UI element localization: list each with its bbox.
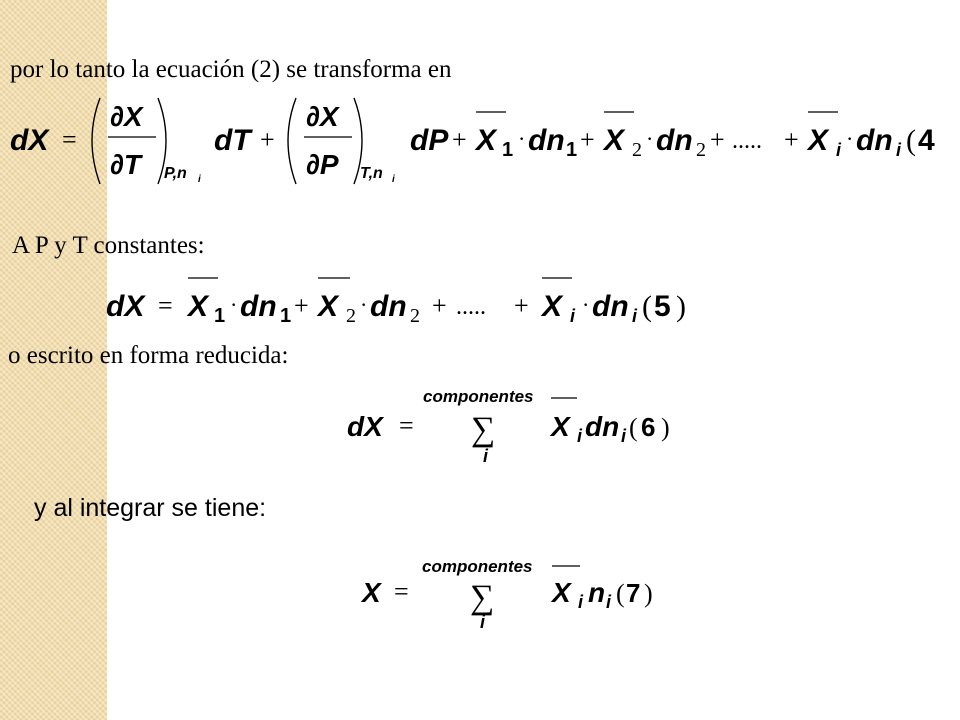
svg-text:dn: dn bbox=[585, 411, 620, 442]
svg-text:=: = bbox=[62, 125, 77, 154]
svg-text:i: i bbox=[896, 140, 902, 160]
svg-text:·: · bbox=[646, 126, 654, 151]
svg-text:i: i bbox=[632, 306, 638, 326]
svg-text:i: i bbox=[621, 426, 627, 446]
svg-text:·: · bbox=[360, 292, 368, 317]
svg-text:1: 1 bbox=[566, 139, 578, 161]
svg-text:·: · bbox=[582, 292, 590, 317]
text-line-constants: A P y T constantes: bbox=[12, 232, 205, 259]
svg-text:componentes: componentes bbox=[423, 387, 534, 406]
svg-text:+: + bbox=[710, 125, 725, 154]
equation-7 bbox=[360, 556, 670, 638]
svg-text:4: 4 bbox=[918, 124, 935, 157]
svg-text:1: 1 bbox=[214, 305, 226, 327]
svg-text:=: = bbox=[158, 291, 173, 320]
text-line-reduced: o escrito en forma reducida: bbox=[8, 342, 289, 369]
svg-text:componentes: componentes bbox=[422, 557, 533, 576]
svg-text:dn: dn bbox=[656, 124, 693, 157]
svg-text:dX: dX bbox=[347, 411, 383, 442]
svg-text:=: = bbox=[399, 411, 414, 440]
svg-text:X: X bbox=[604, 124, 625, 157]
svg-text:+: + bbox=[514, 291, 529, 320]
svg-text:dn: dn bbox=[528, 124, 565, 157]
svg-text:X: X bbox=[362, 577, 381, 608]
svg-text:+: + bbox=[784, 125, 799, 154]
svg-text:n: n bbox=[588, 577, 606, 608]
equation-5 bbox=[104, 272, 744, 332]
svg-text:i: i bbox=[577, 426, 583, 446]
svg-text:dn: dn bbox=[856, 124, 893, 157]
text-line-integrate: y al integrar se tiene: bbox=[34, 494, 267, 522]
svg-text:·: · bbox=[518, 126, 526, 151]
svg-text:T,n: T,n bbox=[360, 165, 383, 182]
text-line-transform: por lo tanto la ecuación (2) se transforma en bbox=[10, 56, 452, 83]
svg-text:dT: dT bbox=[214, 124, 251, 157]
svg-text:2: 2 bbox=[696, 139, 706, 161]
svg-text:5: 5 bbox=[654, 290, 671, 323]
svg-text:): ) bbox=[661, 413, 670, 442]
svg-text:X: X bbox=[552, 577, 571, 608]
svg-text:.....: ..... bbox=[456, 294, 486, 320]
svg-text:i: i bbox=[480, 612, 486, 632]
svg-text:∑: ∑ bbox=[471, 411, 496, 448]
svg-text:dX: dX bbox=[106, 290, 145, 323]
svg-text:i: i bbox=[836, 140, 842, 160]
svg-text:dn: dn bbox=[240, 290, 277, 323]
svg-text:i: i bbox=[483, 446, 489, 466]
svg-text:X: X bbox=[542, 290, 563, 323]
svg-text:P,n: P,n bbox=[164, 165, 187, 182]
svg-text:·: · bbox=[846, 126, 854, 151]
svg-text:): ) bbox=[676, 290, 686, 323]
svg-text:1: 1 bbox=[502, 139, 514, 161]
svg-text:dn: dn bbox=[370, 290, 407, 323]
svg-text:i: i bbox=[392, 174, 395, 185]
svg-text:X: X bbox=[808, 124, 829, 157]
svg-text:6: 6 bbox=[641, 412, 656, 442]
svg-text:i: i bbox=[606, 592, 612, 612]
svg-text:2: 2 bbox=[410, 305, 420, 327]
svg-text:∂X: ∂X bbox=[306, 101, 339, 132]
equation-4 bbox=[6, 92, 951, 192]
svg-text:+: + bbox=[452, 125, 467, 154]
equation-6 bbox=[345, 382, 685, 464]
svg-text:i: i bbox=[198, 174, 201, 185]
svg-text:·: · bbox=[230, 292, 238, 317]
svg-text:+: + bbox=[580, 125, 595, 154]
svg-text:X: X bbox=[188, 290, 209, 323]
svg-text:.....: ..... bbox=[732, 128, 762, 154]
svg-text:7: 7 bbox=[626, 578, 641, 608]
svg-text:): ) bbox=[644, 579, 653, 608]
svg-text:dn: dn bbox=[592, 290, 629, 323]
svg-text:+: + bbox=[432, 291, 447, 320]
svg-text:i: i bbox=[570, 306, 576, 326]
svg-text:X: X bbox=[318, 290, 339, 323]
svg-text:2: 2 bbox=[346, 305, 356, 327]
svg-text:i: i bbox=[578, 592, 584, 612]
svg-text:X: X bbox=[476, 124, 497, 157]
svg-text:dP: dP bbox=[410, 124, 449, 157]
svg-text:X: X bbox=[551, 411, 570, 442]
svg-text:∑: ∑ bbox=[470, 579, 495, 616]
svg-text:+: + bbox=[260, 125, 275, 154]
svg-text:∂T: ∂T bbox=[110, 149, 141, 180]
svg-text:dX: dX bbox=[10, 124, 49, 157]
svg-text:(: ( bbox=[629, 413, 638, 442]
svg-text:∂X: ∂X bbox=[110, 101, 143, 132]
svg-text:(: ( bbox=[642, 290, 652, 323]
svg-text:2: 2 bbox=[632, 139, 642, 161]
svg-text:1: 1 bbox=[280, 305, 292, 327]
svg-text:+: + bbox=[294, 291, 309, 320]
svg-text:=: = bbox=[394, 577, 409, 606]
svg-text:∂P: ∂P bbox=[306, 149, 339, 180]
svg-text:(: ( bbox=[616, 579, 625, 608]
svg-text:(: ( bbox=[906, 124, 916, 157]
